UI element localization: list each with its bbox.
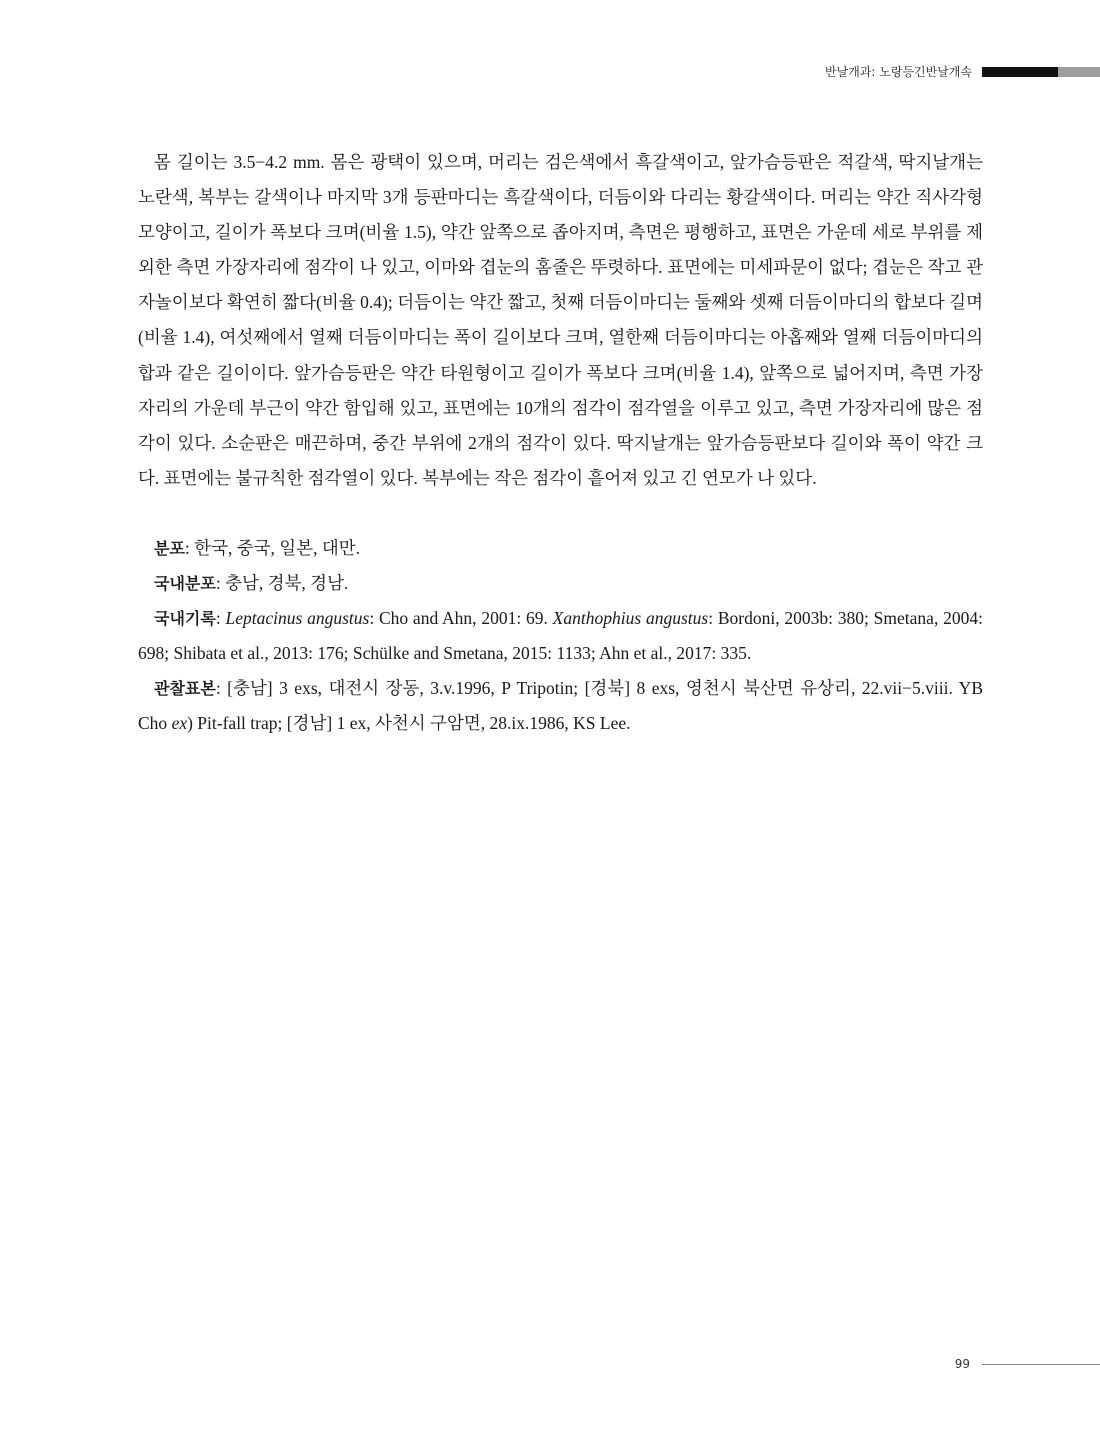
specimens-text-1: : [충남] 3 exs, 대전시 장동, 3.v.1996, P Tripotin; [경북] 8 exs, 영천시 북산면 유상리, 22.vii−5.viii. YB Cho [138, 678, 983, 734]
page-number: 99 [954, 1357, 970, 1371]
running-header-title: 반날개과: 노랑등긴반날개속 [825, 65, 972, 79]
distribution-text: : 한국, 중국, 일본, 대만. [184, 537, 361, 558]
header-bar-black [982, 67, 1058, 77]
records-ref-2: : Bordoni, 2003b: 380; Smetana, 2004: 698; Shibata et al., 2013: 176; Schülke and Smetana, 2015: 1133; Ahn et al., 2017: 335. [138, 608, 983, 664]
taxon-name-1: Leptacinus angustus [225, 608, 370, 629]
domestic-records-line [138, 601, 983, 671]
records-ref-1: : Cho and Ahn, 2001: 69. [369, 608, 553, 629]
specimens-ex: ex [171, 713, 188, 734]
domestic-distribution-text: : 충남, 경북, 경남. [215, 573, 349, 594]
species-account [138, 145, 983, 742]
specimens-text-2: ) Pit-fall trap; [경남] 1 ex, 사천시 구암면, 28.ix.1986, KS Lee. [187, 713, 631, 734]
footer-rule [982, 1364, 1100, 1365]
running-header [825, 63, 1100, 80]
taxon-name-2: Xanthophius angustus [552, 608, 709, 629]
specimens-line [138, 671, 983, 741]
domestic-distribution-line [138, 566, 983, 601]
specimens-label: 관찰표본 [154, 679, 216, 699]
distribution-label: 분포 [154, 538, 185, 558]
paragraph-gap [138, 496, 983, 531]
domestic-distribution-label: 국내분포 [154, 574, 216, 594]
records-separator: : [215, 608, 226, 629]
distribution-line [138, 531, 983, 566]
domestic-records-label: 국내기록 [154, 609, 216, 629]
page-footer [955, 1357, 1100, 1371]
header-bar-gray [1058, 67, 1100, 77]
description-paragraph: 몸 길이는 3.5−4.2 mm. 몸은 광택이 있으며, 머리는 검은색에서 흑갈색이고, 앞가슴등판은 적갈색, 딱지날개는 노란색, 복부는 갈색이나 마지막 3개 등판마디는 흑갈색이다, 더듬이와 다리는 황갈색이다. 머리는 약간 직사각형 모양이고, 길이가 폭보다 크며(비율 1.5), 약간 앞쪽으로 좁아지며, 측면은 평행하고, 표면은 가운데 세로 부위를 제외한 측면 가장자리에 점각이 나 있고, 이마와 겹눈의 홈줄은 뚜렷하다. 표면에는 미세파문이 없다; 겹눈은 작고 관자놀이보다 확연히 짧다(비율 0.4); 더듬이는 약간 짧고, 첫째 더듬이마디는 둘째와 셋째 더듬이마디의 합보다 길며(비율 1.4), 여섯째에서 열째 더듬이마디는 폭이 길이보다 크며, 열한째 더듬이마디는 아홉째와 열째 더듬이마디의 합과 같은 길이이다. 앞가슴등판은 약간 타원형이고 길이가 폭보다 크며(비율 1.4), 앞쪽으로 넓어지며, 측면 가장자리의 가운데 부근이 약간 함입해 있고, 표면에는 10개의 점각이 점각열을 이루고 있고, 측면 가장자리에 많은 점각이 있다. 소순판은 매끈하며, 중간 부위에 2개의 점각이 있다. 딱지날개는 앞가슴등판보다 길이와 폭이 약간 크다. 표면에는 불규칙한 점각열이 있다. 복부에는 작은 점각이 흩어져 있고 긴 연모가 나 있다. [138, 152, 983, 488]
